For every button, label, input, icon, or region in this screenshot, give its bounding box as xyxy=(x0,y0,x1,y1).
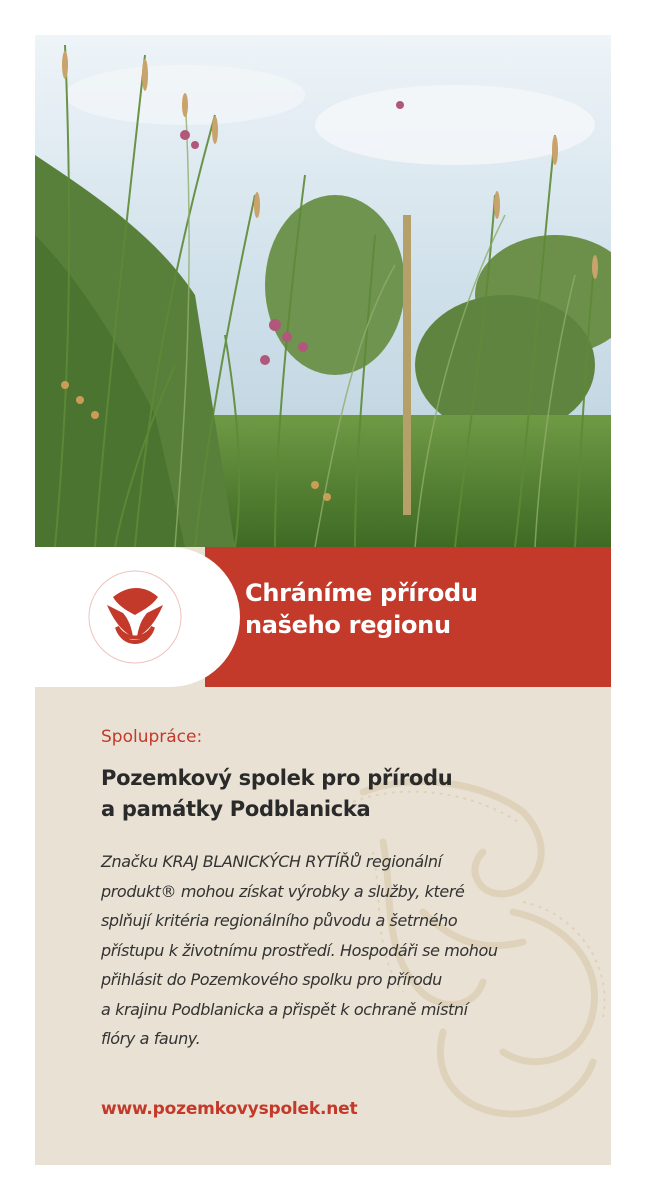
banner-title-line-2: našeho regionu xyxy=(245,611,451,639)
description-paragraph xyxy=(101,847,561,1054)
description-line: přihlásit do Pozemkového spolku pro přírodu xyxy=(101,970,442,989)
description-line: a krajinu Podblanicka a přispět k ochraně místní xyxy=(101,999,468,1019)
title-banner xyxy=(35,547,611,687)
partner-heading-line-2: a památky Podblanicka xyxy=(101,797,371,821)
banner-title xyxy=(245,577,478,641)
kraj-blanickych-rytiru-logo xyxy=(73,555,197,679)
leaflet-card xyxy=(35,35,611,1165)
cooperation-panel xyxy=(35,687,611,1165)
meadow-photo xyxy=(35,35,611,547)
description-line: splňují kritéria regionálního původu a šetrného xyxy=(101,911,458,930)
logo-emblem-icon xyxy=(73,555,197,679)
description-line: přístupu k životnímu prostředí. Hospodáři se mohou xyxy=(101,940,498,960)
meadow-illustration xyxy=(35,35,611,547)
website-link[interactable]: www.pozemkovyspolek.net xyxy=(101,1099,358,1119)
banner-title-line-1: Chráníme přírodu xyxy=(245,579,478,607)
description-line: Značku KRAJ BLANICKÝCH RYTÍŘŮ regionální xyxy=(101,852,442,871)
partner-heading xyxy=(101,763,452,825)
cooperation-label: Spolupráce: xyxy=(101,727,203,747)
description-line: flóry a fauny. xyxy=(101,1029,201,1048)
partner-heading-line-1: Pozemkový spolek pro přírodu xyxy=(101,766,453,790)
description-line: produkt® mohou získat výrobky a služby, které xyxy=(101,881,465,901)
